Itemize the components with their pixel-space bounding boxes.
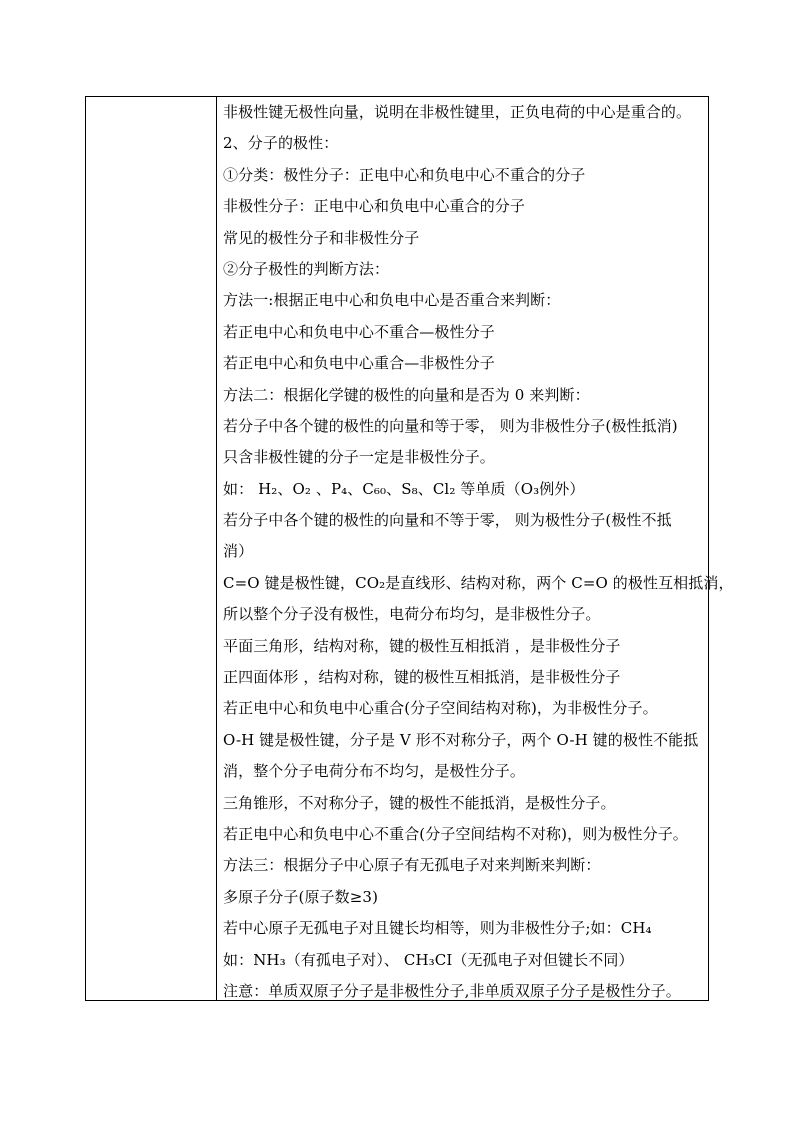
text-line: O-H 键是极性键，分子是 V 形不对称分子，两个 O-H 键的极性不能抵 <box>223 730 699 749</box>
text-line: 所以整个分子没有极性，电荷分布均匀，是非极性分子。 <box>223 605 601 624</box>
method-heading: 方法三：根据分子中心原子有无孤电子对来判断来判断： <box>223 856 601 875</box>
notes-cell <box>217 97 734 1000</box>
text-line: 若正电中心和负电中心重合—非极性分子 <box>223 354 495 373</box>
method-heading: 方法一:根据正电中心和负电中心是否重合来判断： <box>223 291 561 310</box>
text-line: 若分子中各个键的极性的向量和不等于零， 则为极性分子(极性不抵 <box>223 511 672 530</box>
content-table <box>85 96 734 1001</box>
text-line: 只含非极性键的分子一定是非极性分子。 <box>223 448 495 467</box>
text-line: 消） <box>223 542 254 561</box>
text-line: 注意：单质双原子分子是非极性分子,非单质双原子分子是极性分子。 <box>223 981 681 1000</box>
text-line: C=O 键是极性键，CO₂是直线形、结构对称，两个 C=O 的极性互相抵消， <box>223 573 734 592</box>
text-line: 若正电中心和负电中心重合(分子空间结构对称)，为非极性分子。 <box>223 699 658 718</box>
text-line: 三角锥形，不对称分子，键的极性不能抵消，是极性分子。 <box>223 793 616 812</box>
text-line: 如： H₂、O₂ 、P₄、C₆₀、S₈、Cl₂ 等单质（O₃例外） <box>223 479 585 498</box>
text-line: 消，整个分子电荷分布不均匀，是极性分子。 <box>223 762 526 781</box>
text-line: 多原子分子(原子数≥3) <box>223 887 379 906</box>
text-line: ①分类：极性分子：正电中心和负电中心不重合的分子 <box>223 165 586 184</box>
text-line: 若分子中各个键的极性的向量和等于零， 则为非极性分子(极性抵消) <box>223 416 678 435</box>
text-line: 非极性键无极性向量，说明在非极性键里，正负电荷的中心是重合的。 <box>223 103 692 121</box>
section-heading: 2、分子的极性： <box>223 134 339 153</box>
text-line: ②分子极性的判断方法： <box>223 259 390 278</box>
left-empty-cell <box>86 97 217 1000</box>
text-line: 若正电中心和负电中心不重合(分子空间结构不对称)，则为极性分子。 <box>223 824 688 843</box>
text-line: 非极性分子：正电中心和负电中心重合的分子 <box>223 197 526 216</box>
text-line: 若中心原子无孤电子对且键长均相等，则为非极性分子;如：CH₄ <box>223 919 652 938</box>
text-line: 如：NH₃（有孤电子对）、 CH₃CI（无孤电子对但键长不同） <box>223 950 634 969</box>
text-line: 若正电中心和负电中心不重合—极性分子 <box>223 322 495 341</box>
method-heading: 方法二：根据化学键的极性的向量和是否为 0 来判断： <box>223 385 590 404</box>
text-line: 常见的极性分子和非极性分子 <box>223 228 420 247</box>
text-line: 正四面体形 ，结构对称，键的极性互相抵消，是非极性分子 <box>223 668 621 687</box>
text-line: 平面三角形，结构对称，键的极性互相抵消 ，是非极性分子 <box>223 636 621 655</box>
